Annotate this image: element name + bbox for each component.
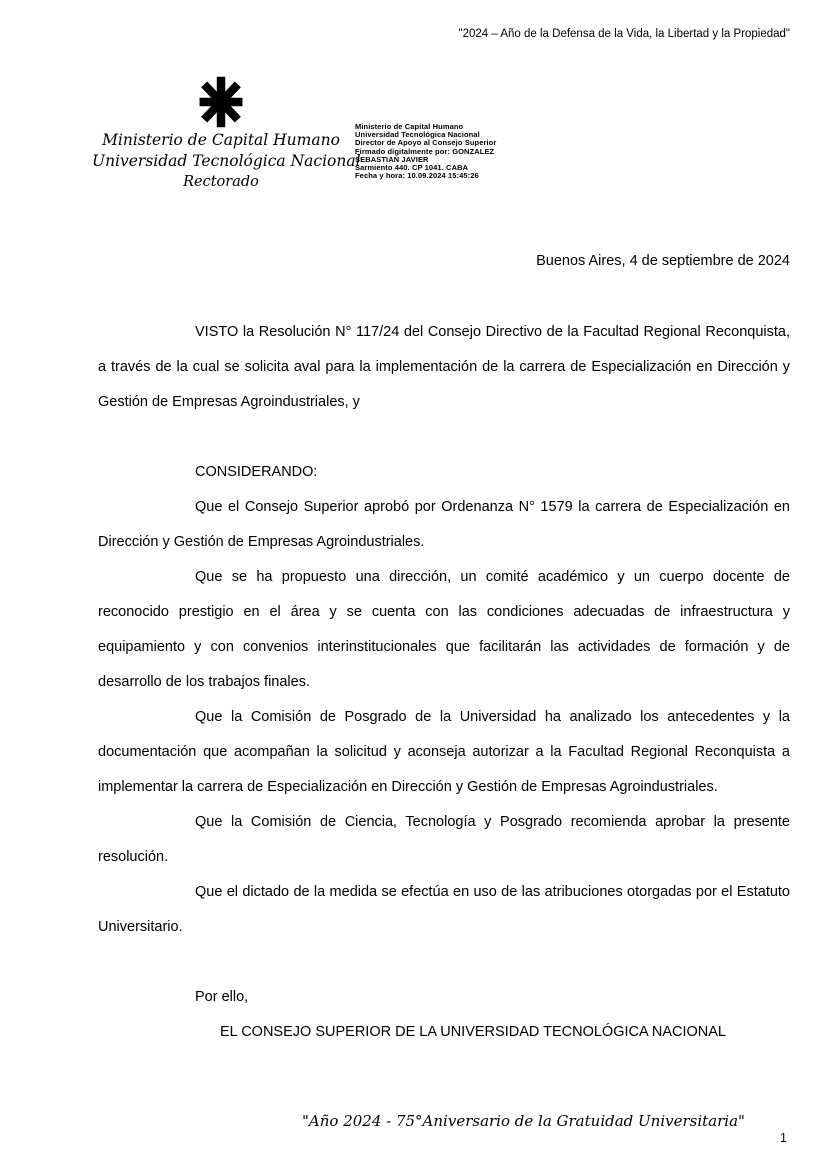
resolution-body — [98, 315, 790, 1050]
letterhead — [92, 76, 361, 193]
signature-line: Firmado digitalmente por: GONZALEZ — [355, 146, 495, 156]
logo-container — [92, 76, 350, 130]
date-line: Buenos Aires, 4 de septiembre de 2024 — [536, 253, 790, 269]
paragraph-considerando-3: Que la Comisión de Posgrado de la Universidad ha analizado los antecedentes y la documentación que acompañan la solicitud y aconseja autorizar a la Facultad Regional Reconquista a implementar la carrera de Especialización en Dirección y Gestión de Empresas Agroindustriales. — [98, 709, 790, 795]
header-year-quote: "2024 – Año de la Defensa de la Vida, la Libertad y la Propiedad" — [458, 28, 790, 40]
footer-anniversary-quote: "Año 2024 - 75°Aniversario de la Gratuidad Universitaria" — [302, 1112, 745, 1130]
signature-line: SEBASTIAN JAVIER — [355, 154, 429, 164]
signature-line: Fecha y hora: 10.09.2024 15:45:26 — [355, 171, 479, 181]
paragraph-por-ello: Por ello, — [195, 989, 249, 1005]
paragraph-considerando-5: Que el dictado de la medida se efectúa en uso de las atribuciones otorgadas por el Estatuto Universitario. — [98, 884, 790, 935]
paragraph-considerando-1: Que el Consejo Superior aprobó por Ordenanza N° 1579 la carrera de Especialización en Dirección y Gestión de Empresas Agroindustriales. — [98, 499, 790, 550]
paragraph-visto: VISTO la Resolución N° 117/24 del Consejo Directivo de la Facultad Regional Reconquista, a través de la cual se solicita aval para la implementación de la carrera de Especialización en Dirección y Gestión de Empresas Agroindustriales, y — [98, 324, 790, 410]
signature-line: Sarmiento 440. CP 1041. CABA — [355, 163, 469, 173]
paragraph-considerando-4: Que la Comisión de Ciencia, Tecnología y Posgrado recomienda aprobar la presente resolución. — [98, 814, 790, 865]
signature-line: Universidad Tecnológica Nacional — [355, 130, 480, 140]
paragraph-considerando-2: Que se ha propuesto una dirección, un comité académico y un cuerpo docente de reconocido prestigio en el área y se cuenta con las condiciones adecuadas de infraestructura y equipamiento y con convenios interinstitucionales que facilitarán las actividades de formación y de desarrollo de los trabajos finales. — [98, 569, 790, 690]
page-number: 1 — [780, 1131, 787, 1145]
letterhead-office: Rectorado — [183, 174, 259, 190]
utn-logo-icon — [198, 76, 244, 128]
paragraph-considerando-heading: CONSIDERANDO: — [195, 464, 318, 480]
letterhead-university: Universidad Tecnológica Nacional — [92, 152, 361, 170]
letterhead-ministry: Ministerio de Capital Humano — [102, 131, 340, 149]
signature-line: Ministerio de Capital Humano — [355, 122, 464, 131]
digital-signature-block — [355, 123, 496, 180]
signature-line: Director de Apoyo al Consejo Superior — [355, 138, 497, 148]
resolutive-heading: EL CONSEJO SUPERIOR DE LA UNIVERSIDAD TECNOLÓGICA NACIONAL — [219, 1024, 726, 1040]
